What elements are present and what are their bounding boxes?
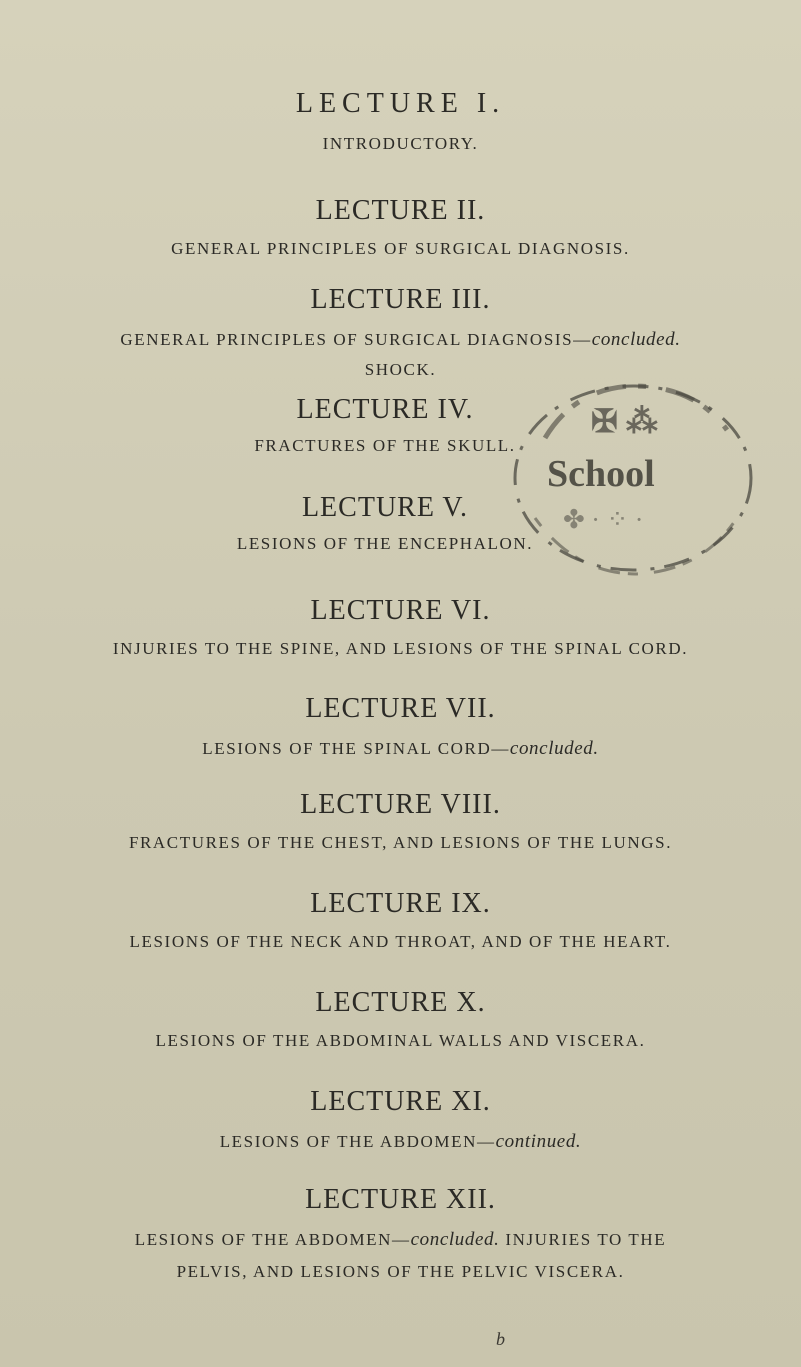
subtitle-text: LESIONS OF THE SPINAL CORD— bbox=[202, 739, 510, 758]
subtitle-italic: concluded. bbox=[591, 329, 681, 350]
lecture-1 bbox=[0, 90, 801, 157]
lecture-heading: LECTURE IV. bbox=[296, 394, 474, 425]
svg-text:✤ · ⁘ ·: ✤ · ⁘ · bbox=[563, 505, 644, 534]
subtitle-text: LESIONS OF THE ABDOMEN— bbox=[134, 1230, 411, 1249]
lecture-11 bbox=[0, 1088, 801, 1156]
lecture-heading: LECTURE III. bbox=[310, 284, 491, 315]
lecture-heading: LECTURE X. bbox=[315, 987, 486, 1018]
lecture-subtitle: LESIONS OF THE ENCEPHALON. bbox=[236, 534, 534, 553]
lecture-subtitle: LESIONS OF THE ABDOMINAL WALLS AND VISCERA. bbox=[155, 1031, 646, 1050]
lecture-9 bbox=[0, 890, 801, 955]
lecture-subtitle: FRACTURES OF THE SKULL. bbox=[254, 436, 516, 455]
lecture-8 bbox=[0, 791, 801, 856]
lecture-subtitle: INJURIES TO THE SPINE, AND LESIONS OF THE SPINAL CORD. bbox=[112, 639, 689, 658]
lecture-subtitle-line-2: PELVIS, AND LESIONS OF THE PELVIC VISCERA. bbox=[176, 1261, 625, 1281]
stamp-text: School bbox=[547, 453, 655, 495]
lecture-subtitle: FRACTURES OF THE CHEST, AND LESIONS OF THE LUNGS. bbox=[128, 833, 673, 852]
lecture-subtitle bbox=[0, 326, 801, 354]
lecture-subtitle-line-2: SHOCK. bbox=[364, 359, 437, 379]
lecture-subtitle bbox=[0, 1128, 801, 1156]
subtitle-text: GENERAL PRINCIPLES OF SURGICAL DIAGNOSIS— bbox=[120, 330, 592, 349]
lecture-heading: LECTURE VIII. bbox=[300, 789, 501, 820]
subtitle-italic: concluded. bbox=[410, 1229, 500, 1250]
svg-text:✠ ⁂: ✠ ⁂ bbox=[591, 403, 658, 439]
lecture-heading: LECTURE XII. bbox=[305, 1184, 496, 1215]
library-stamp bbox=[505, 368, 765, 588]
subtitle-italic: continued. bbox=[495, 1131, 582, 1152]
subtitle-text: LESIONS OF THE ABDOMEN— bbox=[219, 1132, 496, 1151]
lecture-7 bbox=[0, 695, 801, 763]
lecture-heading: LECTURE XI. bbox=[310, 1086, 491, 1117]
lecture-heading: LECTURE IX. bbox=[310, 888, 491, 919]
lecture-heading: LECTURE VI. bbox=[310, 595, 491, 626]
lecture-subtitle: GENERAL PRINCIPLES OF SURGICAL DIAGNOSIS. bbox=[171, 239, 630, 258]
lecture-heading: LECTURE V. bbox=[301, 492, 469, 523]
subtitle-italic: concluded. bbox=[509, 738, 599, 759]
lecture-2 bbox=[0, 197, 801, 262]
lecture-heading: LECTURE I. bbox=[295, 88, 506, 119]
lecture-6 bbox=[0, 597, 801, 662]
lecture-subtitle bbox=[0, 735, 801, 763]
lecture-heading: LECTURE II. bbox=[315, 195, 486, 226]
lecture-subtitle: LESIONS OF THE NECK AND THROAT, AND OF THE HEART. bbox=[129, 932, 672, 951]
lecture-subtitle: INTRODUCTORY. bbox=[322, 134, 479, 153]
lecture-12 bbox=[0, 1186, 801, 1284]
subtitle-tail: INJURIES TO THE bbox=[499, 1230, 667, 1249]
lecture-subtitle bbox=[0, 1226, 801, 1254]
signature-mark: b bbox=[496, 1329, 505, 1349]
lecture-10 bbox=[0, 989, 801, 1054]
lecture-heading: LECTURE VII. bbox=[305, 693, 496, 724]
